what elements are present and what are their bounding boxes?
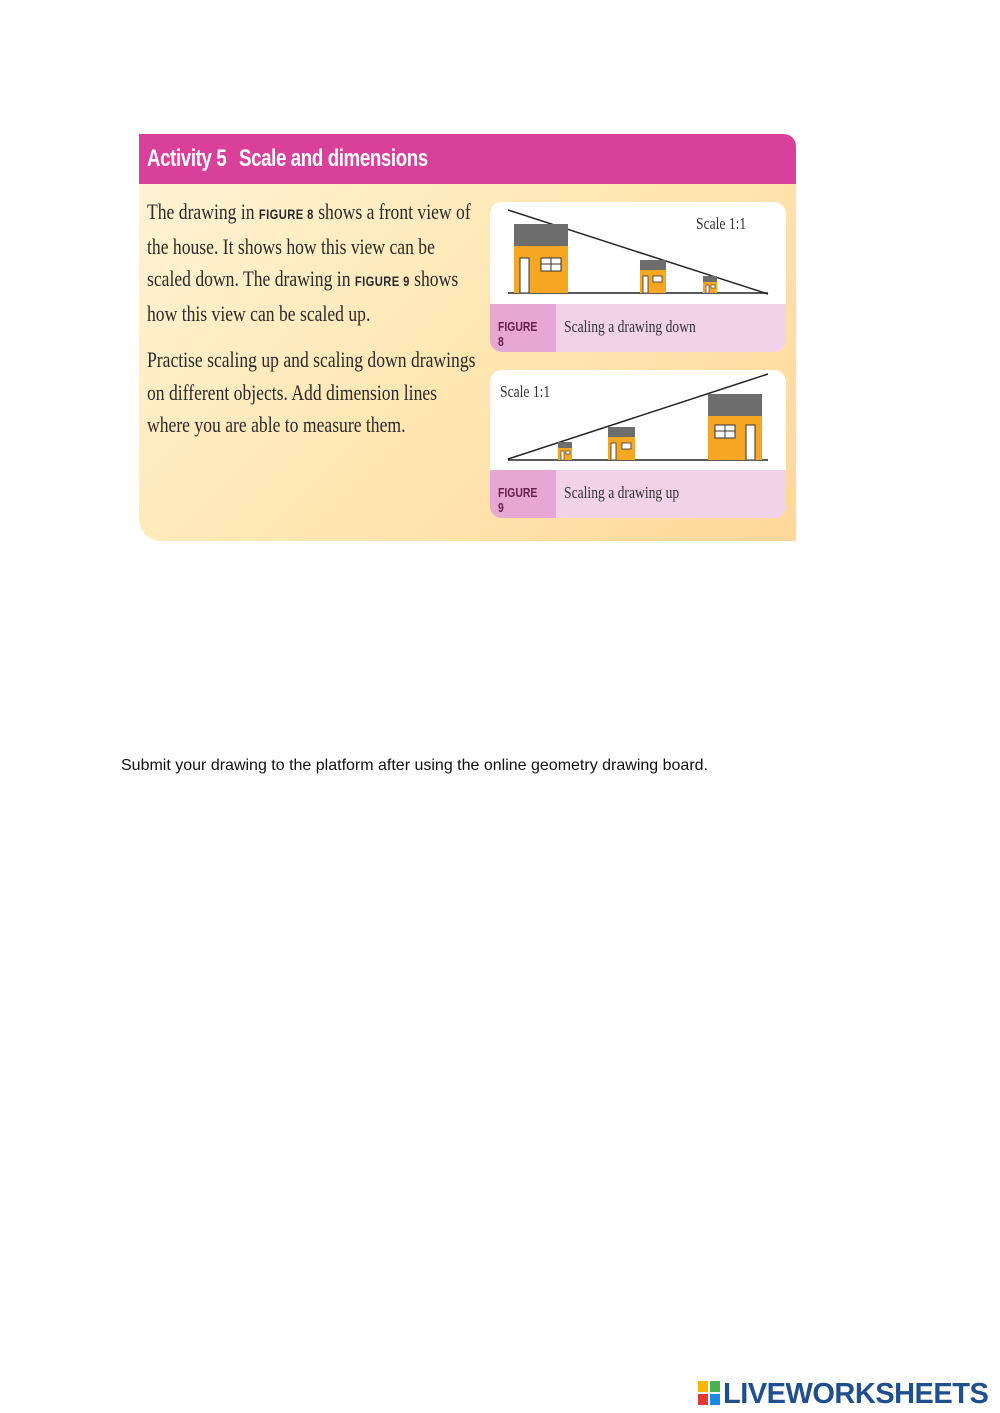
figure-9-caption-bar xyxy=(490,470,786,518)
activity-paragraph-2: Practise scaling up and scaling down drawings on different objects. Add dimension lines where you are able to measure them. xyxy=(147,347,476,437)
figure-9-scale-label: Scale 1:1 xyxy=(500,382,551,401)
paragraph-text: shows a front view of the house. It shows how this view can be scaled down. The drawing in xyxy=(147,199,471,291)
figure-8-label: FIGURE 8 xyxy=(498,319,538,349)
brand-footer xyxy=(698,1378,998,1410)
liveworksheets-logo-icon xyxy=(698,1381,720,1405)
figure-8 xyxy=(490,202,786,352)
house-medium xyxy=(608,427,635,460)
house-small xyxy=(558,442,572,460)
figure-9-reference: FIGURE 9 xyxy=(354,273,410,289)
figure-9-label: FIGURE 9 xyxy=(498,485,538,515)
house-small xyxy=(703,276,717,293)
paragraph-text: The drawing in xyxy=(147,199,259,224)
house-large xyxy=(514,224,568,293)
activity-box xyxy=(139,134,796,541)
figure-8-label-box xyxy=(490,304,556,352)
house-large xyxy=(708,394,762,460)
figure-9-label-box xyxy=(490,470,556,518)
activity-paragraph-1 xyxy=(147,196,483,330)
figure-8-caption: Scaling a drawing down xyxy=(564,317,696,336)
figure-8-caption-bar xyxy=(490,304,786,352)
house-medium xyxy=(640,260,666,293)
paragraph-text: shows how this view can be scaled up. xyxy=(147,266,459,326)
figure-8-scale-label: Scale 1:1 xyxy=(696,214,747,233)
figure-8-reference: FIGURE 8 xyxy=(258,206,314,222)
submission-instruction: Submit your drawing to the platform after using the online geometry drawing board. xyxy=(121,757,708,774)
activity-number: Activity 5 xyxy=(147,145,227,172)
activity-header xyxy=(139,134,796,184)
activity-title: Scale and dimensions xyxy=(239,145,428,172)
brand-name: LIVEWORKSHEETS xyxy=(723,1378,989,1410)
figure-9 xyxy=(490,370,786,518)
figure-9-caption: Scaling a drawing up xyxy=(564,483,680,502)
